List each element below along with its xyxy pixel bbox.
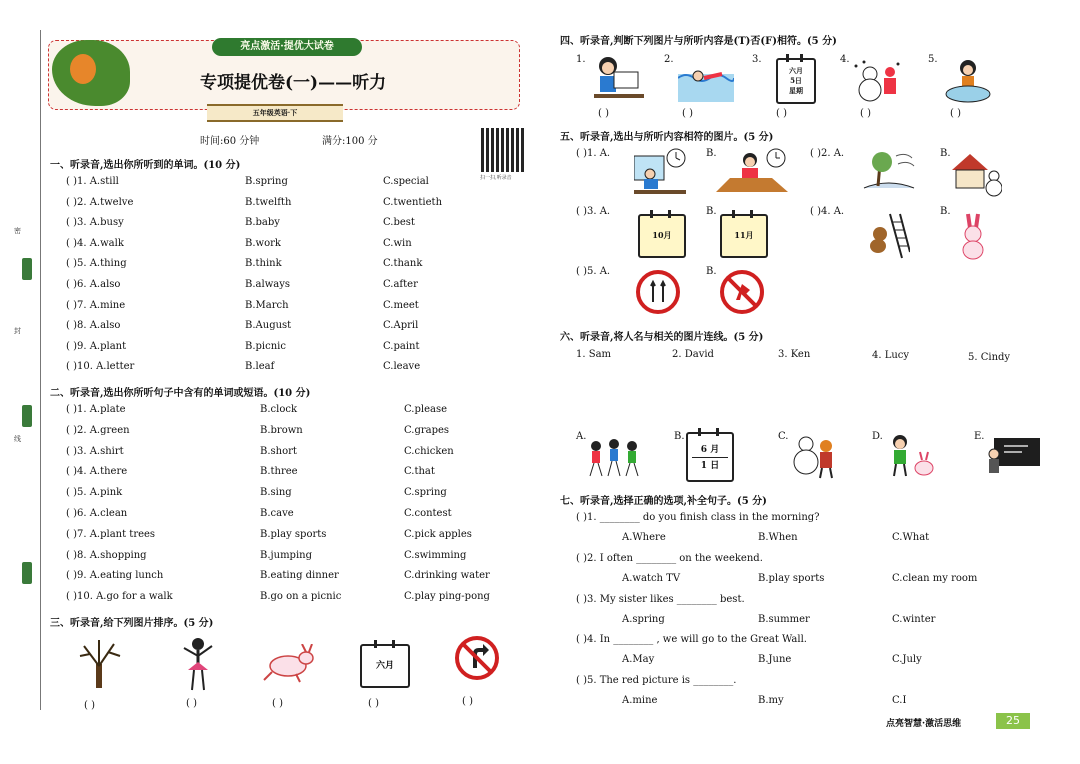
- section-4-title: 四、听录音,判断下列图片与所听内容是(T)否(F)相符。(5 分): [560, 36, 837, 47]
- person-name[interactable]: 3. Ken: [778, 349, 811, 360]
- binding-mark: 密: [14, 227, 21, 235]
- calendar-line: 1 日: [692, 457, 728, 471]
- question-row[interactable]: ( )2. A.twelve: [66, 196, 134, 208]
- option-b: B.summer: [758, 613, 810, 625]
- choice-label: ( )4. A.: [810, 206, 845, 217]
- choice-label: B.: [940, 148, 951, 159]
- choice-label: B.: [706, 266, 717, 277]
- calendar-text: 10月: [652, 230, 672, 240]
- section-2-title: 二、听录音,选出你所听句子中含有的单词或短语。(10 分): [50, 388, 311, 399]
- answer-paren[interactable]: ( ): [860, 108, 871, 119]
- option-a: A.spring: [622, 613, 665, 625]
- boy-reading-icon: [590, 54, 646, 102]
- option-a: A.May: [622, 654, 655, 666]
- house-snowman-icon: [950, 150, 1002, 198]
- option-b: B.think: [245, 258, 282, 270]
- rabbit-jumping-icon: [262, 644, 314, 684]
- choice-label: ( )3. A.: [576, 206, 611, 217]
- windy-tree-icon: [860, 148, 916, 196]
- section-1-title: 一、听录音,选出你所听到的单词。(10 分): [50, 160, 241, 171]
- option-b: B.short: [260, 445, 297, 457]
- option-b: B.leaf: [245, 361, 275, 373]
- option-c: C.swimming: [404, 549, 467, 561]
- binding-tab: [22, 405, 32, 427]
- option-b: B.June: [758, 654, 792, 666]
- option-c: C.contest: [404, 508, 452, 519]
- choice-label: B.: [706, 206, 717, 217]
- option-c: C.What: [892, 532, 930, 543]
- option-b: B.my: [758, 695, 784, 707]
- option-b: B.sing: [260, 487, 292, 499]
- item-number: 2.: [664, 54, 674, 65]
- item-number: 1.: [576, 54, 586, 65]
- picture-letter: E.: [974, 431, 985, 442]
- answer-paren[interactable]: ( ): [682, 108, 693, 119]
- question-row[interactable]: ( )8. A.shopping: [66, 549, 147, 561]
- apple-icon: [70, 54, 96, 84]
- question-row[interactable]: ( )9. A.eating lunch: [66, 570, 164, 582]
- question-row[interactable]: ( )7. A.plant trees: [66, 528, 156, 540]
- calendar-june-icon: [360, 644, 410, 688]
- snowman-kids-icon: [850, 60, 904, 104]
- question-row[interactable]: ( )9. A.plant: [66, 340, 127, 352]
- answer-paren[interactable]: ( ): [776, 108, 787, 119]
- option-c: C.grapes: [404, 424, 450, 436]
- question-row[interactable]: ( )3. A.busy: [66, 217, 124, 229]
- binding-mark: 线: [14, 435, 21, 443]
- option-c: C.pick apples: [404, 528, 472, 540]
- option-c: C.clean my room: [892, 572, 978, 584]
- question-row[interactable]: ( )4. A.there: [66, 466, 128, 478]
- option-b: B.brown: [260, 424, 303, 436]
- option-c: C.special: [383, 176, 429, 187]
- boy-with-clock-icon: [634, 148, 686, 196]
- section-6-title: 六、听录音,将人名与相关的图片连线。(5 分): [560, 332, 764, 343]
- girl-feeding-rabbit-icon: [884, 432, 938, 478]
- option-c: C.April: [383, 320, 419, 332]
- option-c: C.drinking water: [404, 570, 490, 582]
- calendar-november-icon: [720, 214, 768, 258]
- option-b: B.baby: [245, 217, 280, 229]
- option-c: C.play ping-pong: [404, 591, 490, 603]
- section-3-title: 三、听录音,给下列图片排序。(5 分): [50, 618, 214, 629]
- question-row[interactable]: ( )1. A.plate: [66, 404, 126, 415]
- option-b: B.twelfth: [245, 196, 292, 208]
- option-b: B.play sports: [260, 528, 327, 540]
- option-c: C.twentieth: [383, 196, 443, 208]
- binding-tab: [22, 258, 32, 280]
- question-row[interactable]: ( )3. A.shirt: [66, 445, 124, 457]
- crop-line: [40, 30, 41, 710]
- option-c: C.spring: [404, 487, 447, 499]
- footer-slogan: 点亮智慧·激活思维: [886, 719, 962, 729]
- option-b: B.eating dinner: [260, 570, 339, 582]
- option-b: B.cave: [260, 508, 294, 519]
- calendar-line: 6 月: [700, 445, 720, 455]
- question-row[interactable]: ( )1. A.still: [66, 176, 119, 187]
- question-row[interactable]: ( )10. A.letter: [66, 361, 135, 373]
- page-title: 专项提优卷(一)——听力: [200, 73, 387, 93]
- calendar-june-first-icon: [686, 432, 734, 482]
- picture-letter: B.: [674, 431, 685, 442]
- person-name[interactable]: 4. Lucy: [872, 350, 910, 361]
- qr-code-icon[interactable]: [481, 128, 525, 172]
- question-row[interactable]: ( )4. A.walk: [66, 237, 124, 249]
- option-b: B.three: [260, 466, 298, 478]
- person-name[interactable]: 5. Cindy: [968, 352, 1011, 363]
- calendar-october-icon: [638, 214, 686, 258]
- answer-paren[interactable]: ( ): [598, 108, 609, 119]
- picture-letter: A.: [576, 431, 587, 442]
- binding-mark: 封: [14, 327, 21, 335]
- calendar-line: 星期: [789, 86, 803, 95]
- option-c: C.after: [383, 279, 418, 290]
- exam-score: 满分:100 分: [322, 136, 378, 147]
- answer-paren[interactable]: ( ): [368, 698, 379, 709]
- option-b: B.jumping: [260, 549, 312, 561]
- question-row[interactable]: ( )5. A.pink: [66, 487, 123, 499]
- monkey-ladder-icon: [866, 212, 910, 260]
- choice-label: B.: [940, 206, 951, 217]
- rabbit-icon: [954, 210, 994, 260]
- option-b: B.play sports: [758, 572, 825, 584]
- option-c: C.please: [404, 404, 448, 415]
- calendar-line: 5日: [790, 76, 802, 85]
- option-b: B.work: [245, 237, 281, 249]
- item-number: 3.: [752, 54, 762, 65]
- no-turn-sign-icon: [720, 270, 764, 314]
- option-c: C.that: [404, 466, 435, 478]
- person-name[interactable]: 1. Sam: [576, 349, 612, 360]
- picture-letter: C.: [778, 431, 789, 442]
- option-b: B.When: [758, 532, 798, 543]
- option-c: C.win: [383, 237, 412, 249]
- right-page: [540, 0, 1080, 764]
- item-number: 5.: [928, 54, 938, 65]
- question-row[interactable]: ( )2. A.green: [66, 424, 130, 436]
- binding-tab: [22, 562, 32, 584]
- question-row[interactable]: ( )6. A.also: [66, 279, 121, 290]
- person-name[interactable]: 2. David: [672, 349, 714, 360]
- section-5-title: 五、听录音,选出与所听内容相符的图片。(5 分): [560, 132, 774, 143]
- option-c: C.winter: [892, 613, 936, 625]
- option-c: C.thank: [383, 258, 423, 270]
- grade-subtitle: 五年级英语·下: [207, 104, 343, 122]
- choice-label: ( )2. A.: [810, 148, 845, 159]
- section-7-title: 七、听录音,选择正确的选项,补全句子。(5 分): [560, 496, 767, 507]
- answer-paren[interactable]: ( ): [950, 108, 961, 119]
- brand-banner: 亮点激活·提优大试卷: [212, 38, 362, 56]
- answer-paren[interactable]: ( ): [272, 698, 283, 709]
- answer-paren[interactable]: ( ): [462, 696, 473, 707]
- page-number: 25: [996, 713, 1030, 729]
- option-b: B.March: [245, 299, 289, 311]
- qr-caption: 扫一扫,听录音: [480, 175, 512, 181]
- sentence-question[interactable]: ( )1. ________ do you finish class in the morning?: [576, 512, 820, 523]
- option-a: A.mine: [622, 695, 658, 707]
- option-c: C.chicken: [404, 445, 454, 457]
- choice-label: ( )1. A.: [576, 148, 611, 159]
- option-a: A.watch TV: [622, 572, 681, 584]
- no-turn-sign-icon: [455, 636, 499, 680]
- option-a: A.Where: [622, 532, 666, 543]
- option-c: C.meet: [383, 299, 419, 311]
- sentence-question[interactable]: ( )4. In ________ , we will go to the Great Wall.: [576, 634, 807, 646]
- option-c: C.leave: [383, 361, 421, 373]
- snowman-kid-icon: [790, 432, 840, 480]
- question-row[interactable]: ( )10. A.go for a walk: [66, 591, 173, 603]
- sentence-question[interactable]: ( )3. My sister likes ________ best.: [576, 593, 745, 605]
- tree-icon: [74, 636, 124, 690]
- sentence-question[interactable]: ( )2. I often ________ on the weekend.: [576, 552, 763, 564]
- option-c: C.I: [892, 695, 907, 707]
- straight-arrows-sign-icon: [636, 270, 680, 314]
- option-b: B.always: [245, 279, 290, 290]
- teacher-blackboard-icon: [984, 436, 1040, 478]
- choice-label: ( )5. A.: [576, 266, 611, 277]
- boy-desk-clock-icon: [716, 148, 788, 196]
- girl-washing-icon: [940, 58, 996, 104]
- question-row[interactable]: ( )6. A.clean: [66, 508, 128, 519]
- calendar-date-icon: [776, 58, 816, 104]
- option-c: C.July: [892, 654, 922, 666]
- dancer-girl-icon: [178, 636, 218, 692]
- choice-label: B.: [706, 148, 717, 159]
- question-row[interactable]: ( )5. A.thing: [66, 258, 127, 270]
- calendar-line: 六月: [789, 66, 803, 75]
- option-c: C.paint: [383, 340, 420, 352]
- option-c: C.best: [383, 217, 415, 229]
- option-b: B.August: [245, 320, 292, 332]
- item-number: 4.: [840, 54, 850, 65]
- answer-paren[interactable]: ( ): [186, 698, 197, 709]
- option-b: B.picnic: [245, 340, 286, 352]
- question-row[interactable]: ( )8. A.also: [66, 320, 121, 332]
- swimming-icon: [678, 64, 734, 104]
- exam-time: 时间:60 分钟: [200, 136, 260, 147]
- option-b: B.clock: [260, 404, 298, 415]
- kids-playing-icon: [586, 436, 642, 478]
- option-b: B.spring: [245, 176, 288, 187]
- answer-paren[interactable]: ( ): [84, 700, 95, 711]
- option-b: B.go on a picnic: [260, 591, 342, 603]
- sentence-question[interactable]: ( )5. The red picture is ________.: [576, 675, 737, 687]
- question-row[interactable]: ( )7. A.mine: [66, 299, 126, 311]
- calendar-text: 六月: [375, 661, 394, 671]
- calendar-text: 11月: [734, 230, 754, 240]
- picture-letter: D.: [872, 431, 883, 442]
